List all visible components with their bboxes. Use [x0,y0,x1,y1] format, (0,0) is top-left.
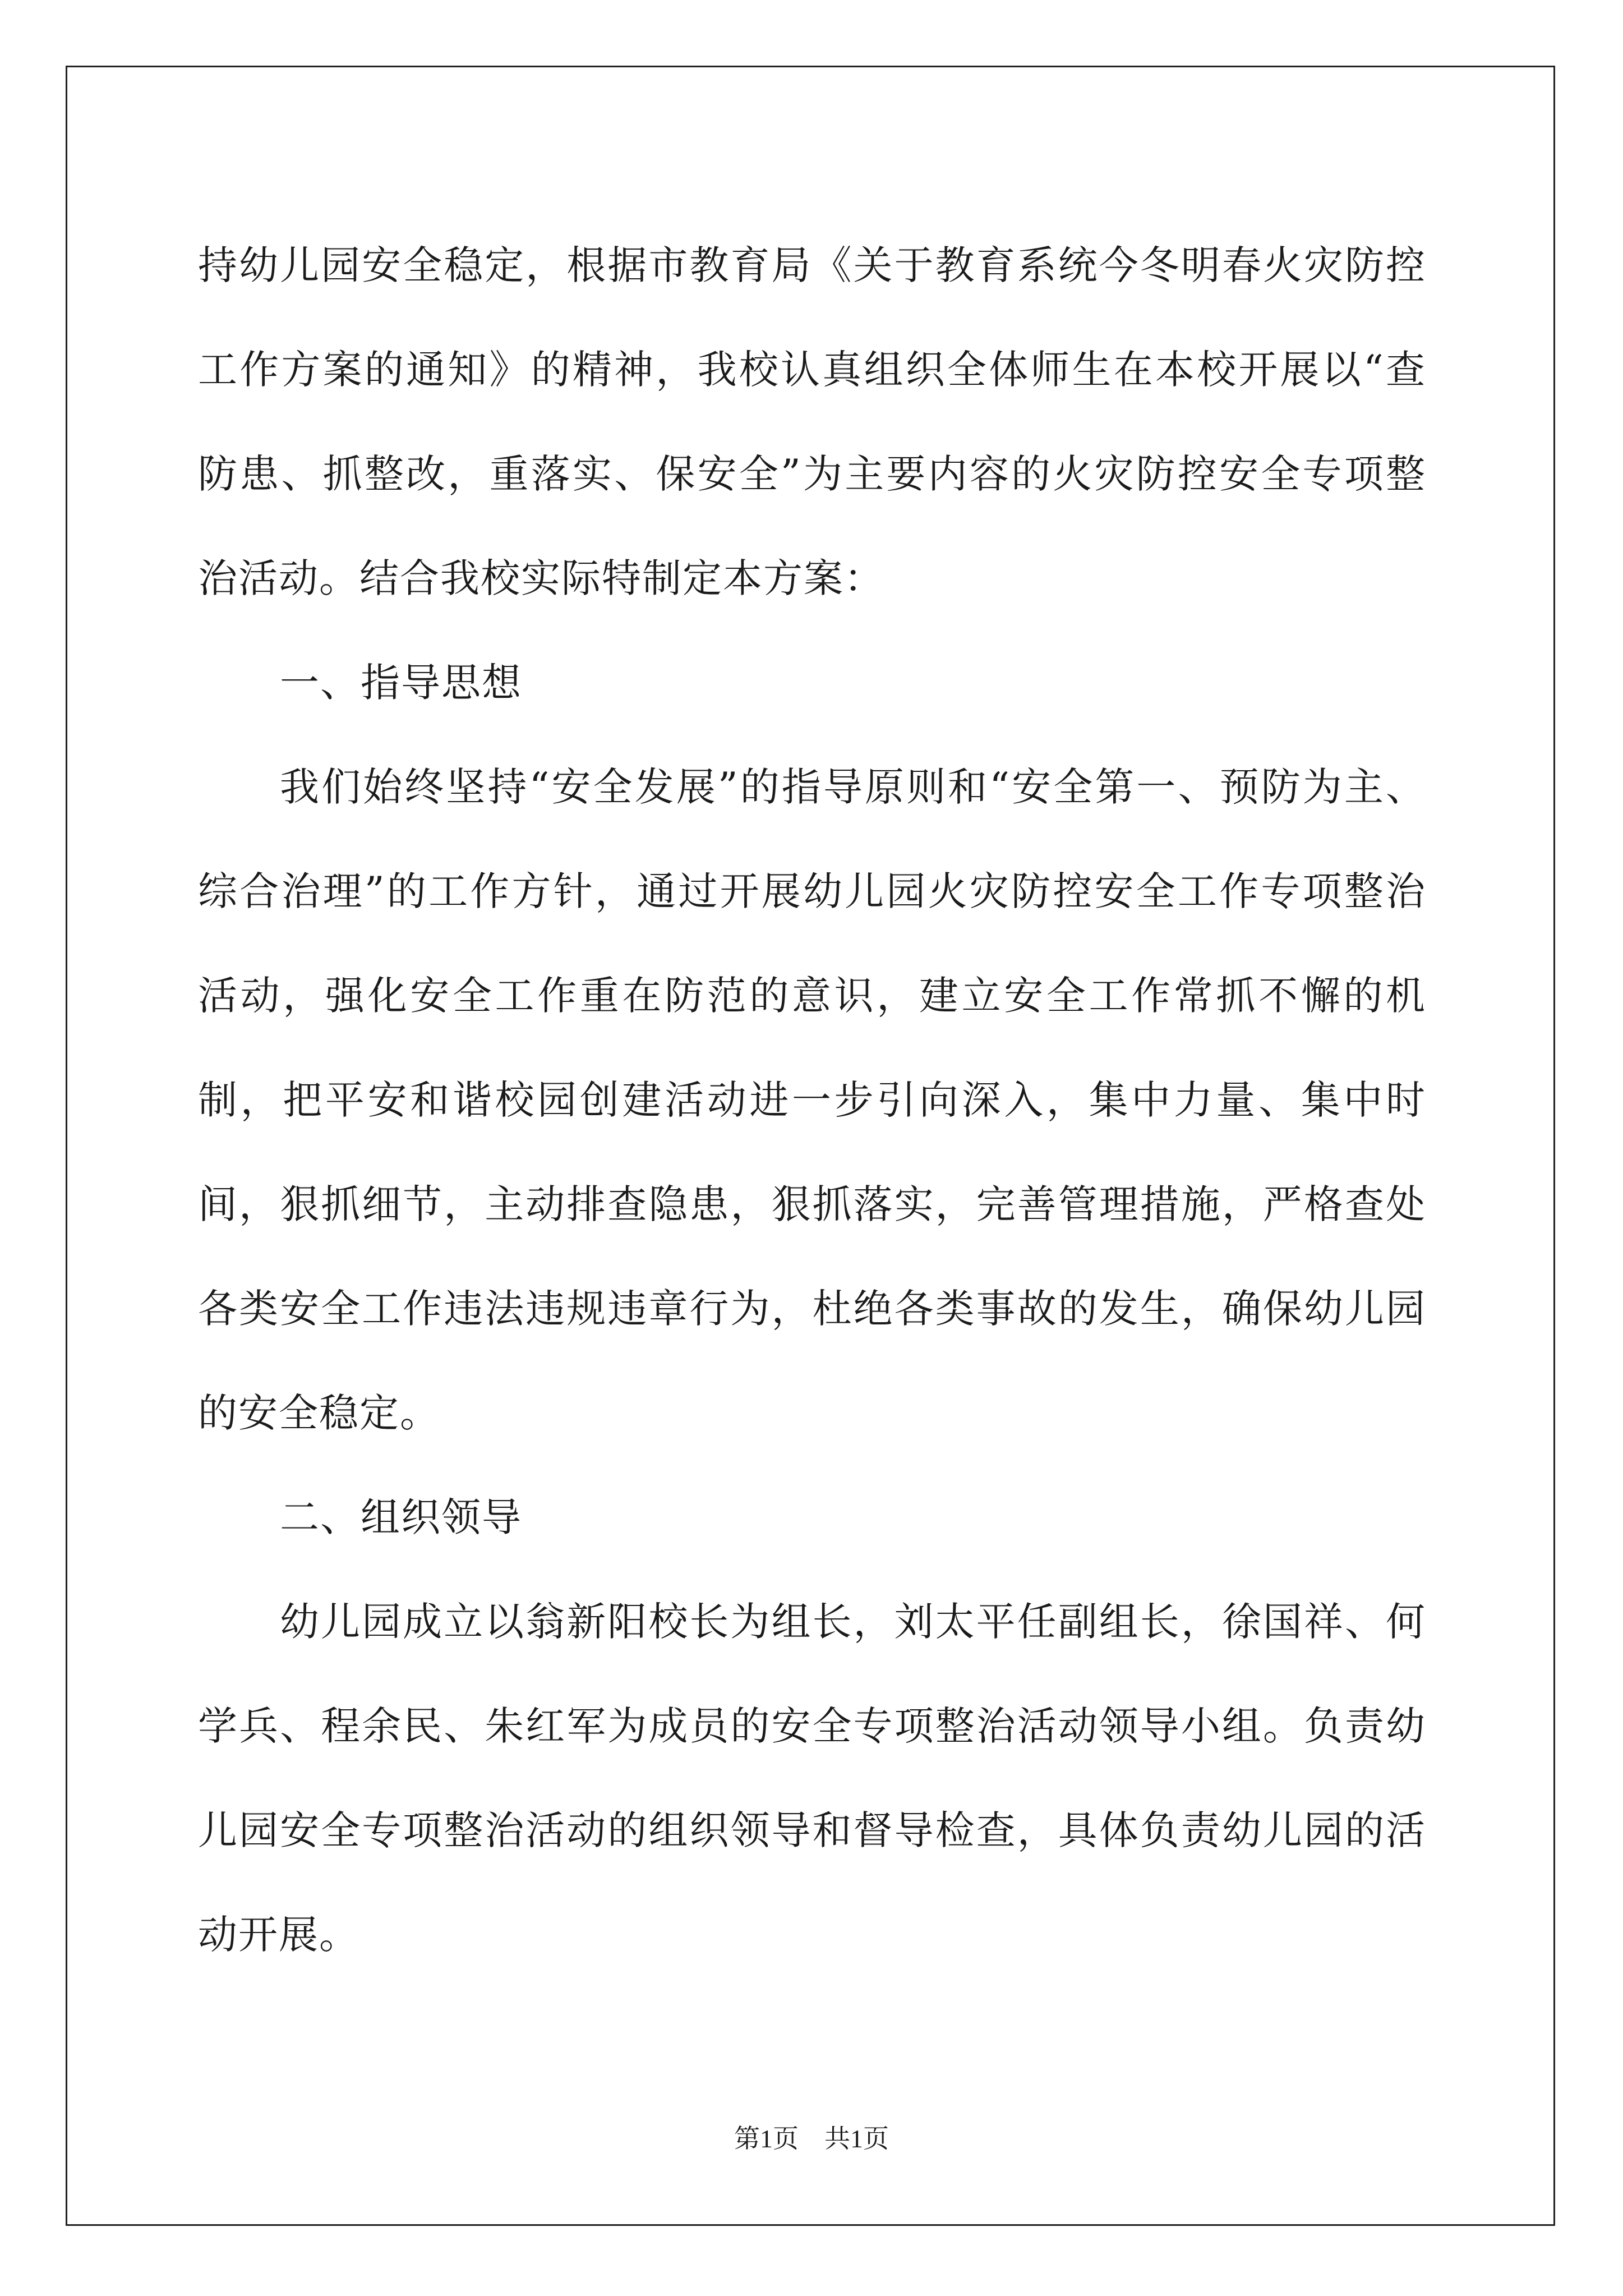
paragraph-guiding-ideology: 我们始终坚持“安全发展”的指导原则和“安全第一、预防为主、综合治理”的工作方针，通过开展幼儿园火灾防控安全工作专项整治活动，强化安全工作重在防范的意识，建立安全工作常抓不懈的机制，把平安和谐校园创建活动进一步引向深入，集中力量、集中时间，狠抓细节，主动排查隐患，狠抓落实，完善管理措施，严格查处各类安全工作违法违规违章行为，杜绝各类事故的发生，确保幼儿园的安全稳定。 [198,764,1426,1436]
paragraph-intro: 持幼儿园安全稳定，根据市教育局《关于教育系统今冬明春火灾防控工作方案的通知》的精神，我校认真组织全体师生在本校开展以“查防患、抓整改，重落实、保安全”为主要内容的火灾防控安全专项整治活动。结合我校实际特制定本方案： [198,242,1426,601]
heading-organization-leadership: 二、组织领导 [280,1494,522,1540]
heading-guiding-ideology: 一、指导思想 [280,660,522,706]
page-number-footer: 第1页 共1页 [734,2124,889,2153]
document-body [198,213,1426,1987]
paragraph-organization-leadership: 幼儿园成立以翁新阳校长为组长，刘太平任副组长，徐国祥、何学兵、程余民、朱红军为成员的安全专项整治活动领导小组。负责幼儿园安全专项整治活动的组织领导和督导检查，具体负责幼儿园的活动开展。 [198,1599,1426,1958]
